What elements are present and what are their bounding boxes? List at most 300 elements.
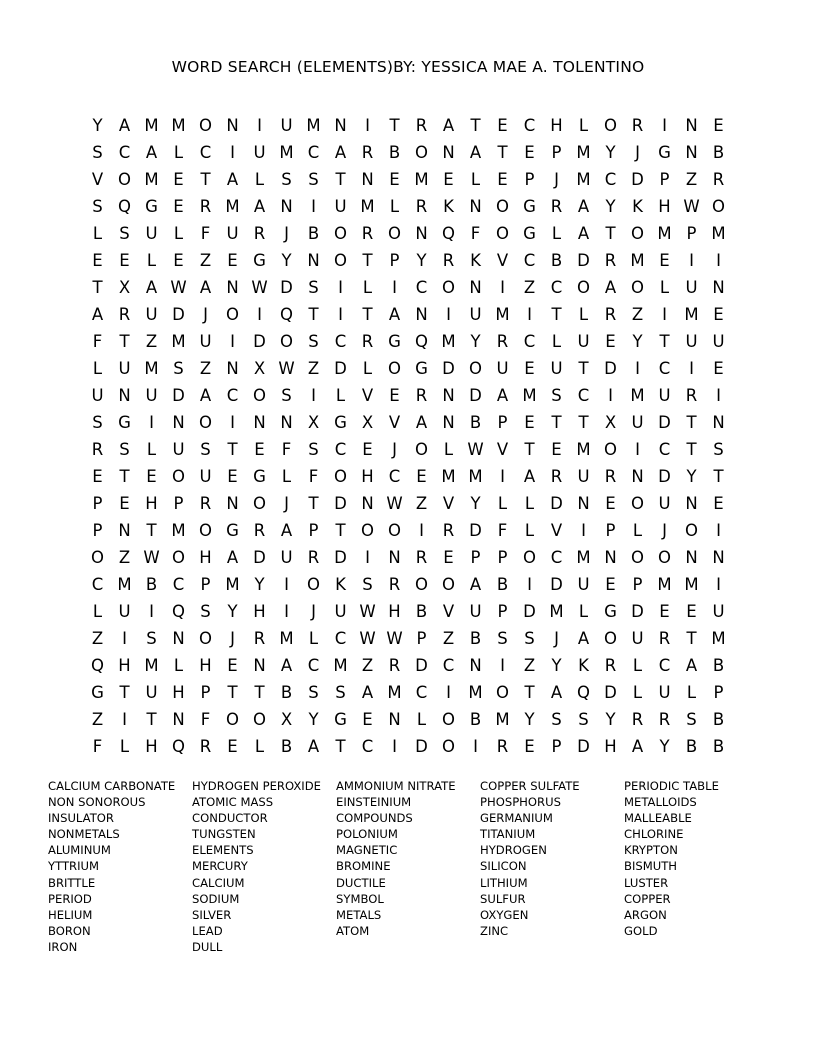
grid-letter: L — [443, 440, 454, 459]
grid-letter: G — [523, 197, 536, 216]
grid-letter: B — [145, 575, 158, 594]
grid-letter: T — [92, 278, 103, 297]
grid-letter: R — [361, 332, 374, 351]
grid-letter: T — [227, 440, 238, 459]
grid-letter: D — [469, 386, 482, 405]
grid-letter: C — [334, 332, 347, 351]
grid-letter: O — [658, 548, 671, 567]
grid-letter: N — [307, 251, 320, 270]
grid-letter: A — [577, 224, 590, 243]
grid-letter: R — [604, 305, 617, 324]
grid-row — [84, 328, 732, 355]
grid-letter: L — [92, 359, 103, 378]
grid-letter: E — [173, 197, 184, 216]
grid-letter: U — [712, 602, 725, 621]
grid-letter: G — [253, 467, 266, 486]
grid-letter: H — [658, 197, 671, 216]
grid-letter: E — [551, 440, 562, 459]
grid-letter: V — [442, 494, 455, 513]
grid-letter: Y — [605, 710, 616, 729]
grid-letter: E — [92, 251, 103, 270]
word-list-item: IRON — [48, 939, 78, 954]
grid-letter: M — [576, 170, 591, 189]
grid-letter: E — [497, 170, 508, 189]
grid-letter: O — [415, 440, 428, 459]
grid-letter: M — [360, 197, 375, 216]
grid-letter: S — [578, 710, 589, 729]
grid-letter: C — [199, 143, 212, 162]
grid-letter: I — [257, 116, 262, 135]
word-list-item: CHLORINE — [624, 827, 684, 842]
grid-letter: F — [200, 710, 211, 729]
grid-letter: D — [523, 602, 536, 621]
grid-row — [84, 652, 732, 679]
grid-letter: M — [522, 386, 537, 405]
grid-letter: I — [716, 521, 721, 540]
grid-letter: I — [662, 305, 667, 324]
grid-letter: O — [469, 359, 482, 378]
grid-letter: P — [551, 143, 562, 162]
grid-letter: T — [227, 683, 238, 702]
grid-letter: C — [172, 575, 185, 594]
grid-letter: M — [441, 467, 456, 486]
grid-letter: A — [280, 656, 293, 675]
grid-letter: O — [307, 575, 320, 594]
grid-letter: E — [227, 656, 238, 675]
grid-letter: H — [253, 602, 266, 621]
grid-letter: G — [226, 521, 239, 540]
grid-letter: N — [172, 710, 185, 729]
grid-letter: X — [307, 413, 320, 432]
grid-row — [84, 490, 732, 517]
grid-letter: L — [362, 278, 373, 297]
grid-letter: R — [712, 170, 725, 189]
grid-letter: E — [659, 602, 670, 621]
grid-letter: Y — [659, 737, 670, 756]
grid-letter: T — [119, 683, 130, 702]
grid-letter: L — [92, 602, 103, 621]
grid-letter: U — [118, 602, 131, 621]
grid-letter: F — [200, 224, 211, 243]
grid-letter: W — [143, 548, 160, 567]
word-list-item: TITANIUM — [480, 827, 536, 842]
grid-letter: J — [203, 305, 208, 324]
grid-letter: D — [658, 413, 671, 432]
grid-letter: L — [173, 224, 184, 243]
grid-letter: O — [334, 251, 347, 270]
grid-letter: I — [338, 278, 343, 297]
grid-letter: M — [495, 710, 510, 729]
grid-letter: X — [361, 413, 374, 432]
grid-letter: L — [686, 683, 697, 702]
grid-letter: P — [308, 521, 319, 540]
grid-letter: I — [500, 467, 505, 486]
grid-letter: N — [685, 548, 698, 567]
grid-letter: T — [389, 116, 400, 135]
grid-letter: T — [497, 143, 508, 162]
grid-letter: N — [226, 494, 239, 513]
grid-letter: O — [496, 224, 509, 243]
grid-letter: N — [685, 494, 698, 513]
grid-letter: M — [144, 170, 159, 189]
grid-row — [84, 112, 732, 139]
grid-letter: A — [685, 656, 698, 675]
grid-letter: R — [550, 467, 563, 486]
grid-letter: C — [523, 116, 536, 135]
word-list-item: HELIUM — [48, 907, 93, 922]
grid-letter: L — [578, 305, 589, 324]
grid-letter: T — [146, 710, 157, 729]
grid-letter: I — [122, 629, 127, 648]
grid-letter: M — [549, 602, 564, 621]
grid-letter: M — [333, 656, 348, 675]
grid-letter: B — [469, 629, 482, 648]
word-list-item: HYDROGEN PEROXIDE — [192, 779, 321, 793]
grid-letter: E — [497, 116, 508, 135]
word-list-item: CALCIUM — [192, 875, 245, 890]
grid-letter: Q — [118, 197, 131, 216]
grid-letter: F — [92, 332, 103, 351]
grid-letter: K — [335, 575, 346, 594]
grid-letter: Q — [577, 683, 590, 702]
grid-letter: T — [551, 413, 562, 432]
grid-letter: A — [550, 683, 563, 702]
grid-letter: B — [469, 413, 482, 432]
grid-letter: D — [334, 548, 347, 567]
grid-letter: O — [172, 548, 185, 567]
grid-letter: U — [631, 413, 644, 432]
grid-letter: X — [118, 278, 131, 297]
grid-letter: R — [442, 521, 455, 540]
grid-letter: T — [578, 359, 589, 378]
grid-letter: Y — [605, 197, 616, 216]
grid-letter: N — [712, 278, 725, 297]
grid-letter: C — [523, 251, 536, 270]
grid-row — [84, 463, 732, 490]
grid-letter: R — [388, 575, 401, 594]
grid-letter: I — [365, 116, 370, 135]
grid-letter: T — [524, 440, 535, 459]
grid-letter: F — [470, 224, 481, 243]
grid-letter: P — [416, 629, 427, 648]
grid-letter: T — [335, 170, 346, 189]
grid-letter: L — [632, 683, 643, 702]
grid-letter: M — [117, 575, 132, 594]
grid-letter: G — [415, 359, 428, 378]
grid-letter: E — [92, 467, 103, 486]
grid-letter: T — [119, 332, 130, 351]
grid-letter: Z — [91, 629, 104, 648]
grid-letter: M — [441, 332, 456, 351]
word-list-item: POLONIUM — [336, 827, 398, 842]
word-list-item: COPPER — [624, 891, 671, 906]
grid-letter: I — [311, 386, 316, 405]
grid-letter: U — [685, 278, 698, 297]
grid-letter: P — [551, 737, 562, 756]
grid-letter: I — [716, 386, 721, 405]
grid-letter: Y — [254, 575, 265, 594]
word-list-item: CALCIUM CARBONATE — [48, 779, 176, 793]
grid-letter: L — [524, 521, 535, 540]
grid-letter: F — [308, 467, 319, 486]
grid-letter: U — [658, 494, 671, 513]
grid-letter: C — [550, 548, 563, 567]
grid-letter: S — [200, 440, 211, 459]
grid-letter: J — [284, 224, 289, 243]
grid-letter: R — [199, 737, 212, 756]
grid-letter: I — [716, 251, 721, 270]
grid-letter: C — [415, 683, 428, 702]
grid-letter: R — [631, 116, 644, 135]
grid-letter: T — [605, 224, 616, 243]
grid-letter: I — [338, 305, 343, 324]
grid-letter: B — [712, 656, 725, 675]
grid-letter: T — [335, 737, 346, 756]
grid-letter: R — [199, 197, 212, 216]
grid-letter: M — [171, 521, 186, 540]
grid-letter: M — [684, 305, 699, 324]
grid-letter: S — [92, 413, 103, 432]
grid-letter: O — [226, 305, 239, 324]
grid-letter: I — [149, 602, 154, 621]
grid-letter: V — [496, 440, 509, 459]
grid-letter: I — [257, 305, 262, 324]
grid-letter: T — [686, 413, 697, 432]
grid-letter: Q — [415, 332, 428, 351]
grid-letter: R — [253, 629, 266, 648]
grid-letter: N — [280, 413, 293, 432]
grid-letter: P — [92, 494, 103, 513]
grid-letter: U — [280, 116, 293, 135]
word-list-item: HYDROGEN — [480, 843, 547, 858]
grid-letter: Y — [632, 332, 643, 351]
grid-letter: N — [685, 116, 698, 135]
word-list-item: SODIUM — [192, 891, 240, 906]
grid-letter: S — [200, 602, 211, 621]
grid-letter: O — [253, 710, 266, 729]
grid-letter: A — [226, 548, 239, 567]
grid-letter: P — [686, 224, 697, 243]
grid-letter: Z — [685, 170, 698, 189]
grid-letter: W — [359, 602, 376, 621]
grid-letter: I — [311, 197, 316, 216]
grid-letter: Y — [470, 332, 481, 351]
grid-letter: N — [577, 494, 590, 513]
grid-letter: B — [712, 710, 725, 729]
grid-letter: O — [577, 278, 590, 297]
grid-letter: U — [577, 467, 590, 486]
grid-letter: N — [712, 548, 725, 567]
grid-letter: F — [281, 440, 292, 459]
grid-letter: I — [527, 575, 532, 594]
grid-letter: P — [713, 683, 724, 702]
grid-letter: A — [415, 413, 428, 432]
grid-letter: C — [658, 440, 671, 459]
grid-letter: M — [144, 656, 159, 675]
grid-letter: B — [388, 143, 401, 162]
grid-letter: Y — [227, 602, 238, 621]
grid-letter: T — [659, 332, 670, 351]
grid-letter: I — [284, 575, 289, 594]
grid-letter: S — [119, 224, 130, 243]
grid-letter: Z — [442, 629, 455, 648]
grid-letter: N — [280, 197, 293, 216]
word-list-item: ATOMIC MASS — [192, 795, 274, 810]
grid-letter: E — [605, 332, 616, 351]
grid-letter: O — [199, 413, 212, 432]
grid-letter: A — [496, 386, 509, 405]
grid-letter: C — [226, 386, 239, 405]
grid-letter: I — [392, 737, 397, 756]
grid-letter: M — [144, 359, 159, 378]
grid-letter: O — [496, 197, 509, 216]
word-list-item: EINSTEINIUM — [336, 795, 412, 810]
grid-letter: M — [468, 467, 483, 486]
grid-letter: S — [92, 197, 103, 216]
grid-letter: L — [524, 494, 535, 513]
grid-letter: C — [307, 656, 320, 675]
grid-letter: H — [388, 602, 401, 621]
grid-letter: B — [685, 737, 698, 756]
word-list-item: YTTRIUM — [48, 859, 100, 874]
grid-letter: E — [713, 116, 724, 135]
grid-letter: J — [392, 440, 397, 459]
grid-letter: T — [362, 251, 373, 270]
grid-letter: I — [230, 143, 235, 162]
grid-letter: O — [388, 359, 401, 378]
grid-row — [84, 544, 732, 571]
grid-letter: O — [442, 575, 455, 594]
grid-letter: S — [308, 440, 319, 459]
grid-letter: M — [387, 683, 402, 702]
grid-letter: E — [389, 170, 400, 189]
grid-letter: W — [251, 278, 268, 297]
page-title: WORD SEARCH (ELEMENTS)BY: YESSICA MAE A. TOLENTINO — [171, 58, 645, 76]
grid-letter: N — [253, 656, 266, 675]
grid-letter: R — [604, 656, 617, 675]
grid-letter: N — [685, 143, 698, 162]
grid-letter: O — [712, 197, 725, 216]
grid-letter: T — [470, 116, 481, 135]
grid-row — [84, 733, 732, 760]
word-list-item: GERMANIUM — [480, 811, 553, 826]
grid-letter: E — [119, 494, 130, 513]
grid-letter: S — [524, 629, 535, 648]
grid-letter: S — [92, 143, 103, 162]
grid-letter: C — [334, 629, 347, 648]
word-list-item: ZINC — [480, 923, 509, 938]
grid-letter: E — [443, 170, 454, 189]
grid-letter: Z — [631, 305, 644, 324]
grid-letter: L — [92, 224, 103, 243]
grid-letter: E — [713, 305, 724, 324]
grid-letter: O — [172, 467, 185, 486]
word-list-item: PHOSPHORUS — [480, 795, 561, 810]
grid-letter: M — [279, 143, 294, 162]
grid-letter: D — [577, 737, 590, 756]
grid-letter: E — [227, 251, 238, 270]
grid-letter: I — [716, 575, 721, 594]
grid-letter: N — [469, 656, 482, 675]
grid-letter: C — [307, 143, 320, 162]
grid-letter: D — [253, 548, 266, 567]
grid-letter: W — [278, 359, 295, 378]
grid-letter: D — [604, 683, 617, 702]
grid-letter: U — [631, 629, 644, 648]
grid-letter: E — [146, 467, 157, 486]
grid-letter: I — [284, 602, 289, 621]
word-list-item: LITHIUM — [480, 875, 528, 890]
grid-letter: Z — [91, 710, 104, 729]
grid-letter: N — [415, 224, 428, 243]
grid-letter: D — [280, 278, 293, 297]
grid-letter: O — [253, 386, 266, 405]
grid-row — [84, 598, 732, 625]
grid-letter: K — [578, 656, 589, 675]
grid-row — [84, 382, 732, 409]
grid-letter: M — [414, 170, 429, 189]
word-list-item: BROMINE — [336, 859, 391, 874]
grid-letter: O — [415, 575, 428, 594]
grid-letter: U — [145, 683, 158, 702]
grid-letter: I — [527, 305, 532, 324]
word-list-item: BISMUTH — [624, 859, 678, 874]
grid-row — [84, 571, 732, 598]
grid-letter: C — [361, 737, 374, 756]
grid-letter: E — [605, 494, 616, 513]
grid-letter: F — [92, 737, 103, 756]
grid-letter: C — [577, 386, 590, 405]
grid-row — [84, 274, 732, 301]
grid-letter: N — [442, 386, 455, 405]
grid-letter: M — [657, 224, 672, 243]
grid-letter: O — [442, 710, 455, 729]
word-list-item: METALLOIDS — [624, 795, 697, 810]
grid-letter: U — [712, 332, 725, 351]
grid-letter: I — [230, 332, 235, 351]
grid-letter: D — [550, 575, 563, 594]
grid-letter: N — [415, 305, 428, 324]
grid-letter: B — [496, 575, 509, 594]
grid-letter: A — [604, 278, 617, 297]
grid-letter: A — [469, 575, 482, 594]
grid-letter: S — [281, 170, 292, 189]
grid-letter: B — [469, 710, 482, 729]
grid-letter: Z — [118, 548, 131, 567]
grid-row — [84, 517, 732, 544]
grid-letter: D — [550, 494, 563, 513]
grid-letter: P — [173, 494, 184, 513]
grid-letter: O — [685, 521, 698, 540]
grid-row — [84, 220, 732, 247]
grid-letter: U — [577, 575, 590, 594]
grid-letter: N — [712, 413, 725, 432]
grid-letter: U — [577, 332, 590, 351]
grid-letter: E — [362, 440, 373, 459]
grid-letter: N — [172, 413, 185, 432]
grid-letter: G — [145, 197, 158, 216]
grid-letter: R — [361, 224, 374, 243]
word-list-item: ELEMENTS — [192, 843, 254, 858]
grid-letter: O — [118, 170, 131, 189]
grid-letter: T — [254, 683, 265, 702]
grid-letter: E — [443, 548, 454, 567]
grid-letter: P — [200, 575, 211, 594]
grid-letter: S — [173, 359, 184, 378]
grid-letter: R — [658, 710, 671, 729]
grid-letter: Y — [686, 467, 697, 486]
grid-letter: N — [226, 278, 239, 297]
